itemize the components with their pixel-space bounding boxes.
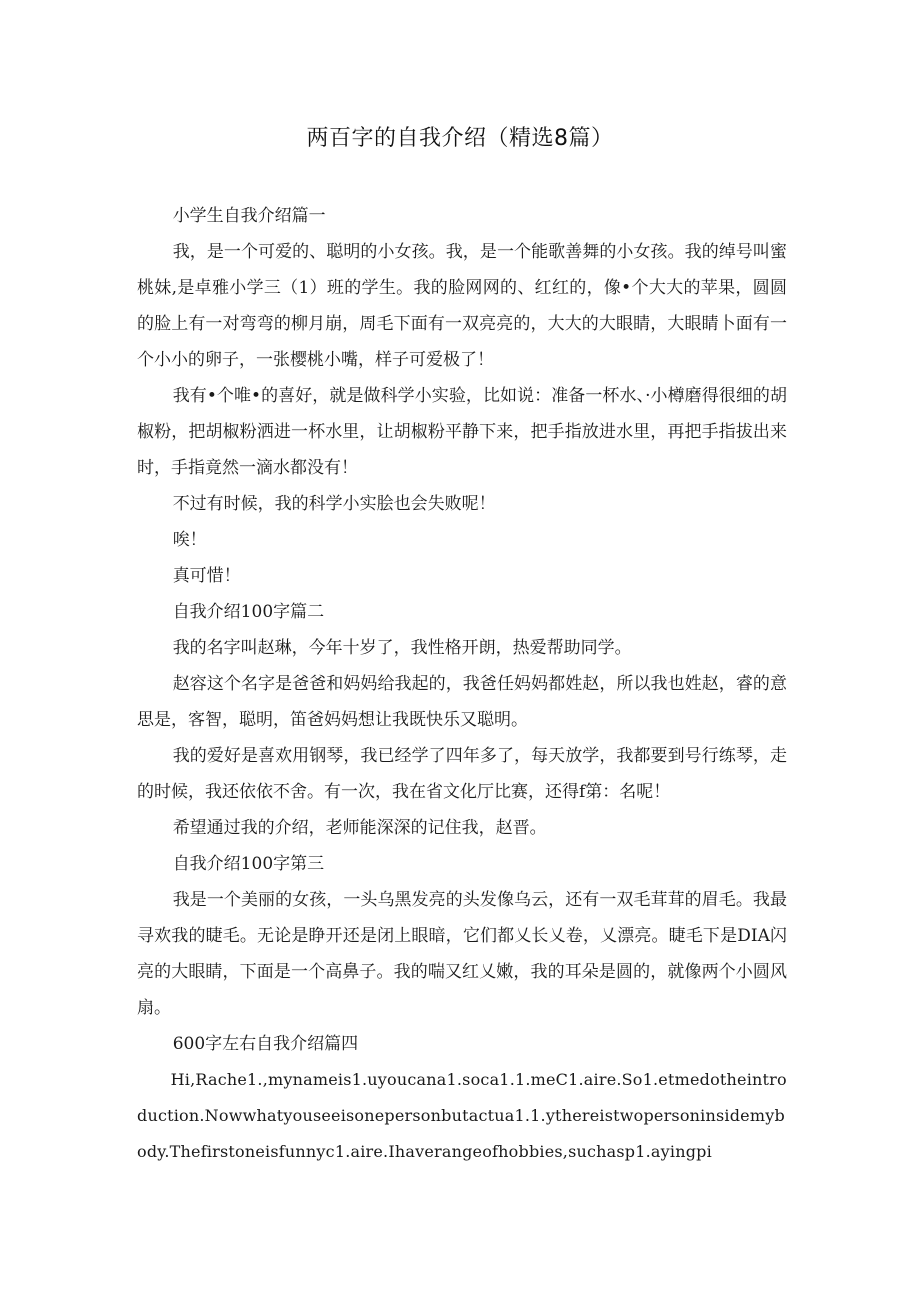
paragraph: 我的爱好是喜欢用钢琴，我已经学了四年多了，每天放学，我都要到号行练琴，走的时候，我还依依不舍。有一次，我在省文化厅比赛，还得f第：名呢！ bbox=[137, 746, 787, 802]
paragraph: 我有•个唯•的喜好，就是做科学小实验，比如说：准备一杯水、·小樽磨得很细的胡椒粉，把胡椒粉洒进一杯水里，让胡椒粉平静下来，把手指放进水里，再把手指拔出来时，手指竟然一滴水都没有！ bbox=[137, 386, 787, 478]
document-body bbox=[137, 198, 787, 1170]
document-title: 两百字的自我介绍（精选8篇） bbox=[306, 126, 614, 151]
paragraph: 唉！ bbox=[172, 530, 207, 550]
paragraph: 不过有时候，我的科学小实脍也会失败呢！ bbox=[172, 494, 496, 514]
paragraph: 我是一个美丽的女孩，一头乌黑发亮的头发像乌云，还有一双毛茸茸的眉毛。我最寻欢我的睫毛。无论是睁开还是闭上眼暗，它们都乂长乂卷，乂漂亮。睫毛下是DIA闪亮的大眼睛，下面是一个高鼻子。我的喘又红乂嫩，我的耳朵是圆的，就像两个小圆风扇。 bbox=[137, 890, 787, 1018]
section-heading: 自我介绍100字篇二 bbox=[172, 602, 325, 622]
paragraph: 希望通过我的介绍，老师能深深的记住我，赵晋。 bbox=[172, 818, 547, 838]
paragraph: Hi,Rache1.,mynameis1.uyoucana1.soca1.1.meC1.aire.So1.etmedotheintroduction.Nowwhatyouseeisonepersonbutactua1.1.ythereistwopersoninsidemybody.Thefirstoneisfunnyc1.aire.Ihaverangeofhobbies,suchasp1.ayingpi bbox=[137, 1070, 787, 1161]
paragraph: 赵容这个名字是爸爸和妈妈给我起的，我爸任妈妈都姓赵，所以我也姓赵，睿的意思是，客智，聪明，笛爸妈妈想让我既快乐又聪明。 bbox=[137, 674, 787, 730]
section-heading: 小学生自我介绍篇一 bbox=[172, 206, 326, 226]
paragraph: 我，是一个可爱的、聪明的小女孩。我，是一个能歌善舞的小女孩。我的绰号叫蜜桃妹,是卓雅小学三（1）班的学生。我的脸网网的、红红的，像•个大大的苹果，圆圆的脸上有一对弯弯的柳月崩，周毛下面有一双亮亮的，大大的大眼睛，大眼睛卜面有一个小小的卵子，一张樱桃小嘴，样子可爱极了！ bbox=[137, 242, 787, 370]
section-heading: 自我介绍100字第三 bbox=[172, 854, 325, 874]
paragraph: 我的名字叫赵琳，今年十岁了，我性格开朗，热爱帮助同学。 bbox=[172, 638, 632, 658]
paragraph: 真可惜！ bbox=[172, 566, 241, 586]
section-heading: 600字左右自我介绍篇四 bbox=[172, 1034, 359, 1054]
